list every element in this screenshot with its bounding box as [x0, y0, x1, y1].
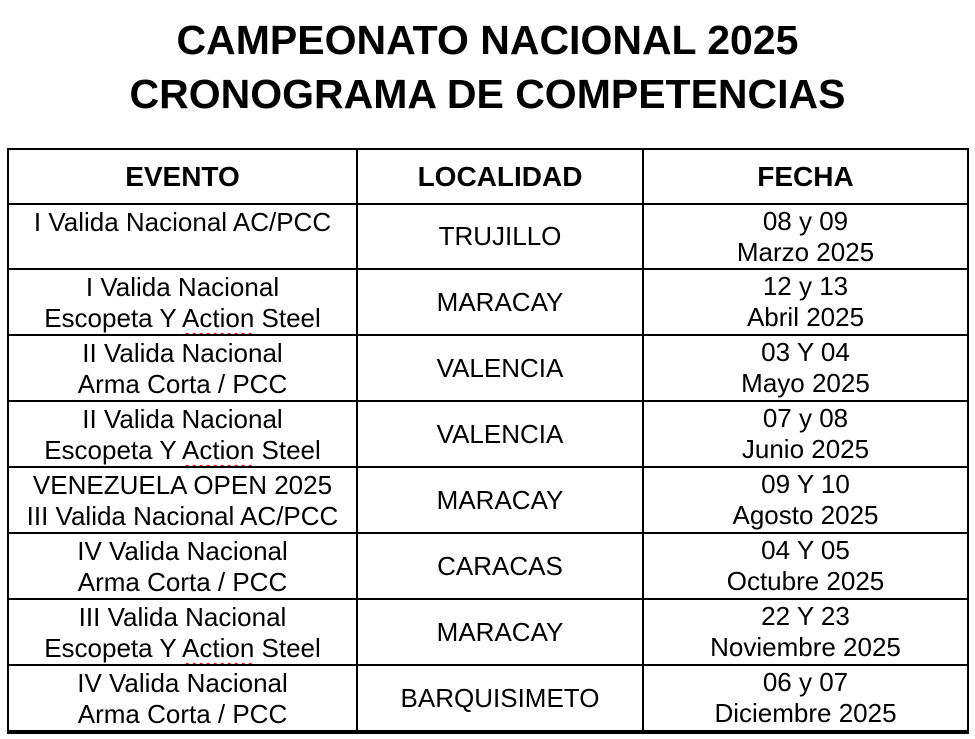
- date-cell: 08 y 09 Marzo 2025: [643, 204, 968, 269]
- date-cell: 12 y 13 Abril 2025: [643, 269, 968, 335]
- locality-cell: MARACAY: [357, 599, 643, 665]
- spellcheck-underlined-word: Action: [182, 435, 255, 465]
- table-row: [8, 204, 968, 269]
- title-line-2: CRONOGRAMA DE COMPETENCIAS: [129, 71, 846, 117]
- table-row: [8, 335, 968, 401]
- locality-cell: VALENCIA: [357, 335, 643, 401]
- spellcheck-underlined-word: Action: [182, 633, 255, 663]
- event-cell: VENEZUELA OPEN 2025 III Valida Nacional AC/PCC: [8, 467, 357, 533]
- date-cell: 22 Y 23 Noviembre 2025: [643, 599, 968, 665]
- event-cell: I Valida Nacional Escopeta Y Action Steel: [8, 269, 357, 335]
- table-header-row: [8, 149, 968, 204]
- header-fecha: FECHA: [643, 149, 968, 204]
- document-title: [0, 13, 975, 121]
- schedule-table-body: [8, 204, 968, 732]
- date-cell: 04 Y 05 Octubre 2025: [643, 533, 968, 599]
- locality-cell: BARQUISIMETO: [357, 665, 643, 732]
- event-cell: II Valida Nacional Escopeta Y Action Steel: [8, 401, 357, 467]
- date-cell: 06 y 07 Diciembre 2025: [643, 665, 968, 732]
- locality-cell: MARACAY: [357, 467, 643, 533]
- event-cell: IV Valida Nacional Arma Corta / PCC: [8, 665, 357, 732]
- title-line-1: CAMPEONATO NACIONAL 2025: [176, 17, 799, 63]
- date-cell: 07 y 08 Junio 2025: [643, 401, 968, 467]
- event-cell: IV Valida Nacional Arma Corta / PCC: [8, 533, 357, 599]
- table-row: [8, 467, 968, 533]
- table-row: [8, 665, 968, 732]
- document-page: [0, 13, 975, 739]
- event-cell: II Valida Nacional Arma Corta / PCC: [8, 335, 357, 401]
- event-cell: III Valida Nacional Escopeta Y Action Steel: [8, 599, 357, 665]
- locality-cell: TRUJILLO: [357, 204, 643, 269]
- locality-cell: CARACAS: [357, 533, 643, 599]
- table-row: [8, 533, 968, 599]
- date-cell: 09 Y 10 Agosto 2025: [643, 467, 968, 533]
- table-row: [8, 401, 968, 467]
- event-cell: I Valida Nacional AC/PCC: [8, 204, 357, 269]
- locality-cell: VALENCIA: [357, 401, 643, 467]
- schedule-table: [7, 148, 969, 734]
- date-cell: 03 Y 04 Mayo 2025: [643, 335, 968, 401]
- locality-cell: MARACAY: [357, 269, 643, 335]
- header-localidad: LOCALIDAD: [357, 149, 643, 204]
- table-row: [8, 599, 968, 665]
- table-row: [8, 269, 968, 335]
- header-evento: EVENTO: [8, 149, 357, 204]
- spellcheck-underlined-word: Action: [182, 303, 255, 333]
